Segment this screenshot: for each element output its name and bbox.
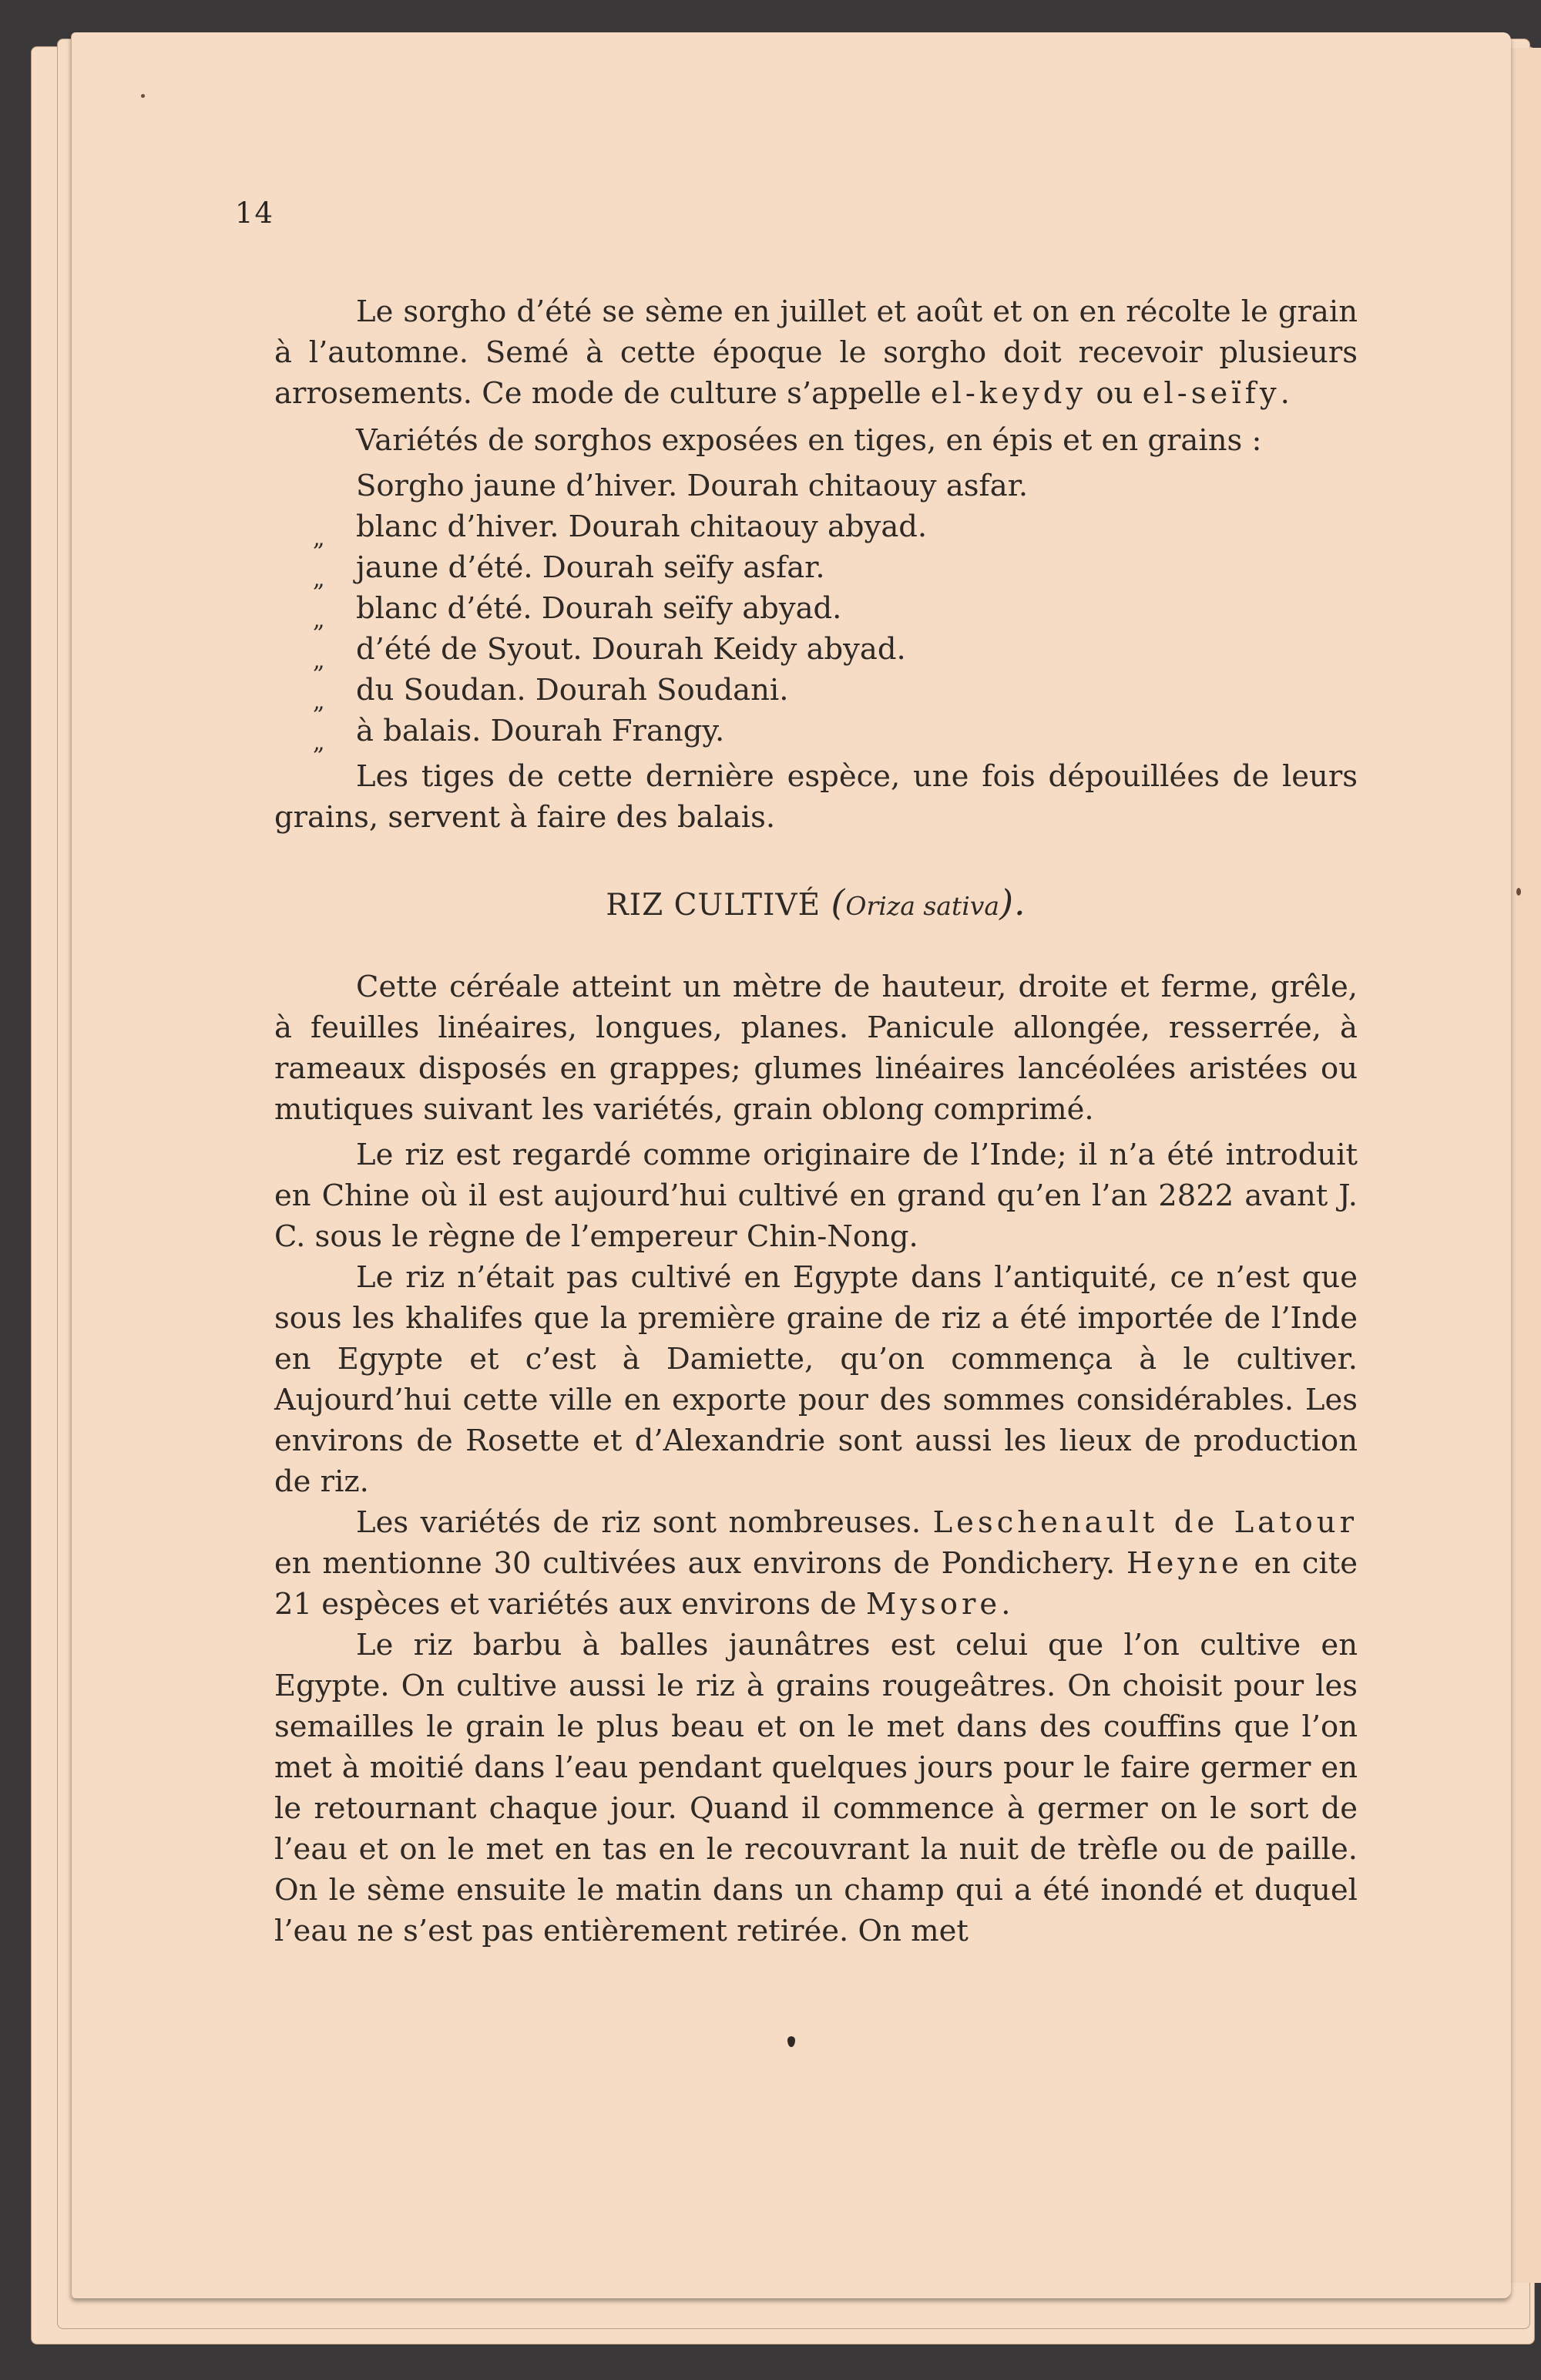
ditto-mark: „ xyxy=(313,729,325,756)
term-el-keydy: el-keydy xyxy=(930,376,1087,411)
facing-page-edge xyxy=(1510,48,1541,2283)
term-el-seify: el-seïfy xyxy=(1142,376,1281,411)
text-run: Les variétés de riz sont nombreuses. xyxy=(356,1505,933,1540)
paren: ( xyxy=(831,882,846,923)
variety-text: Sorgho jaune d’hiver. Dourah chitaouy asfar. xyxy=(356,469,1029,503)
section-heading-riz xyxy=(274,882,1358,926)
text-run: Le sorgho d’été se sème en juillet et août et on en récolte le grain à l’automne. Semé à cette époque le sorgho doit recevoir plusieurs arrosements. Ce mode de culture s’appelle xyxy=(274,294,1358,411)
paper-speck xyxy=(1516,888,1521,896)
list-item xyxy=(274,506,1358,552)
variety-text: à balais. Dourah Frangy. xyxy=(356,714,725,748)
latin-name: Oriza sativa xyxy=(845,891,1000,921)
list-item xyxy=(274,588,1358,634)
list-item xyxy=(274,466,1358,506)
list-item xyxy=(274,629,1358,674)
variety-text: jaune d’été. Dourah seïfy asfar. xyxy=(356,550,825,585)
page-body xyxy=(274,291,1358,1951)
text-run: en cite 21 espèces et variétés aux environs de xyxy=(274,1546,1358,1622)
paragraph-riz-varieties xyxy=(274,1502,1358,1625)
paragraph-balais: Les tiges de cette dernière espèce, une fois dépouillées de leurs grains, servent à faire des balais. xyxy=(274,759,1358,835)
paragraph-riz-origin: Le riz est regardé comme originaire de l’Inde; il n’a été introduit en Chine où il est aujourd’hui cultivé en grand qu’en l’an 2822 avant J. C. sous le règne de l’empereur Chin-Nong. xyxy=(274,1138,1358,1254)
page-number: 14 xyxy=(235,197,275,230)
heading-title: RIZ CULTIVÉ xyxy=(606,888,821,923)
text-run: en mentionne 30 cultivées aux environs de Pondichery. xyxy=(274,1546,1127,1581)
author-name: Heyne xyxy=(1126,1546,1243,1581)
text-run: . xyxy=(1001,1587,1011,1622)
ditto-mark: „ xyxy=(313,566,325,593)
paragraph-riz-description: Cette céréale atteint un mètre de hauteur, droite et ferme, grêle, à feuilles linéaires, longues, planes. Panicule allongée, resserrée, à rameaux disposés en grappes; glumes linéaires lancéolées aristées ou mutiques suivant les variétés, grain oblong comprimé. xyxy=(274,970,1358,1127)
ditto-mark: „ xyxy=(313,688,325,715)
list-item xyxy=(274,670,1358,715)
paragraph-riz-culture: Le riz barbu à balles jaunâtres est celui que l’on cultive en Egypte. On cultive aussi le riz à grains rougeâtres. On choisit pour les semailles le grain le plus beau et on le met dans des couffins que l’on met à moitié dans l’eau pendant quelques jours pour le faire germer en le retournant chaque jour. Quand il commence à germer on le sort de l’eau et on le met en tas en le recouvrant la nuit de trèfle ou de paille. On le sème ensuite le matin dans un champ qui a été inondé et duquel l’eau ne s’est pas entièrement retirée. On met xyxy=(274,1628,1358,1948)
paper-speck xyxy=(141,94,145,98)
variety-text: blanc d’hiver. Dourah chitaouy abyad. xyxy=(356,509,928,544)
paren: ). xyxy=(999,882,1026,923)
paragraph-riz-egypt: Le riz n’était pas cultivé en Egypte dans l’antiquité, ce n’est que sous les khalifes que la première graine de riz a été importée de l’Inde en Egypte et c’est à Damiette, qu’on commença à le cultiver. Aujourd’hui cette ville en exporte pour des sommes considérables. Les environs de Rosette et d’Alexandrie sont aussi les lieux de production de riz. xyxy=(274,1260,1358,1499)
varieties-intro: Variétés de sorghos exposées en tiges, en épis et en grains : xyxy=(356,423,1262,458)
text-run: . xyxy=(1280,376,1290,411)
variety-text: blanc d’été. Dourah seïfy abyad. xyxy=(356,591,842,626)
list-item xyxy=(274,547,1358,593)
variety-text: du Soudan. Dourah Soudani. xyxy=(356,673,789,708)
ditto-mark: „ xyxy=(313,647,325,674)
ditto-mark: „ xyxy=(313,525,325,552)
paragraph-sorgho-summer xyxy=(274,291,1358,414)
variety-text: d’été de Syout. Dourah Keidy abyad. xyxy=(356,632,906,667)
author-name: Leschenault de Latour xyxy=(932,1505,1358,1540)
text-run: ou xyxy=(1086,376,1143,411)
sorgho-varieties-list xyxy=(274,466,1358,756)
place-name: Mysore xyxy=(865,1587,1002,1622)
list-item xyxy=(274,711,1358,756)
ditto-mark: „ xyxy=(313,607,325,634)
